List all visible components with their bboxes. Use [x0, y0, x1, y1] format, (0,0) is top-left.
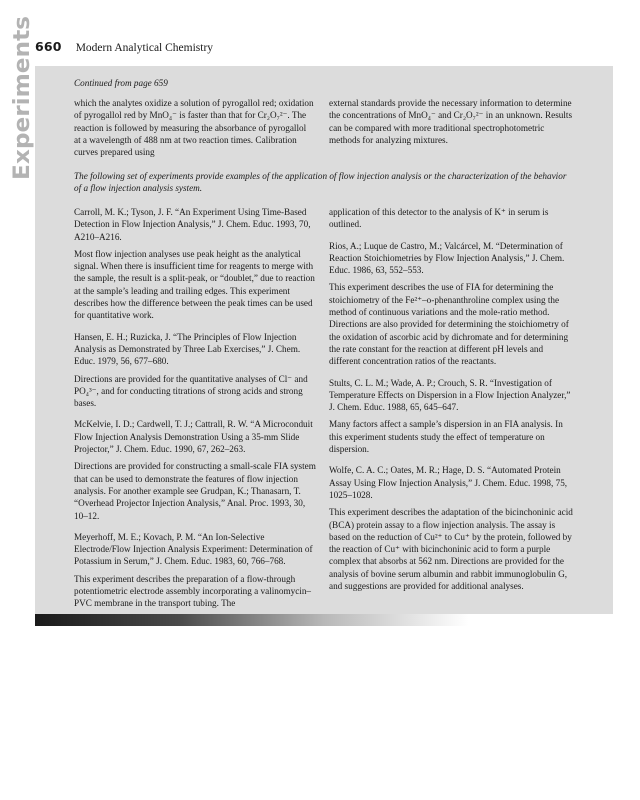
reference-citation: Wolfe, C. A. C.; Oates, M. R.; Hage, D. S. “Automated Protein Assay Using Flow Injection Analysis,” J. Chem. Educ. 1998, 75, 1025–1028. [329, 465, 568, 500]
experiments-side-label [6, 12, 36, 182]
reference-citation: Carroll, M. K.; Tyson, J. F. “An Experiment Using Time-Based Detection in Flow Injection Analysis,” J. Chem. Educ. 1993, 70, A210–A216. [74, 207, 311, 242]
references-right-column [329, 206, 574, 601]
reference-description: Directions are provided for constructing a small-scale FIA system that can be used to demonstrate the features of flow injection analysis. For another example see Grudpan, K.; Thanasarn, T. “Overhead Projector Injection Analysis,” Anal. Proc. 1993, 30, 10–12. [74, 461, 316, 521]
reference-description-continued: application of this detector to the analysis of K⁺ in serum is outlined. [329, 207, 549, 230]
reference-description: This experiment describes the use of FIA for determining the stoichiometry of the Fe²⁺–o-phenanthroline complex using the method of continuous variations and the mole-ratio method. Directions are also provided for determining the stoichiometry of the oxidation of ascorbic acid by dichromate and for determining the rate constant for the reaction at different pH levels and different concentration ratios of the reactants. [329, 282, 569, 367]
reference-description: Directions are provided for the quantitative analyses of Cl⁻ and PO₄³⁻, and for conducting titrations of strong acids and strong bases. [74, 373, 308, 409]
intro-right-text: external standards provide the necessary information to determine the concentrations of MnO₄⁻ and Cr₂O₇²⁻ in an unknown. Results can be compared with more traditional spectrophotometric methods for analyzing mixtures. [329, 98, 573, 145]
reference-description: Many factors affect a sample’s dispersion in an FIA analysis. In this experiment students study the effect of temperature on dispersion. [329, 419, 563, 455]
page-number: 660 [35, 39, 62, 54]
reference-citation: Meyerhoff, M. E.; Kovach, P. M. “An Ion-Selective Electrode/Flow Injection Analysis Experiment: Determination of Potassium in Serum,” J. Chem. Educ. 1983, 60, 766–768. [74, 531, 313, 567]
intro-right-column [329, 97, 574, 146]
reference-description: This experiment describes the adaptation of the bicinchoninic acid (BCA) protein assay to a flow injection analysis. The assay is based on the reduction of Cu²⁺ to Cu⁺ by the protein, followed by the reaction of Cu⁺ with bicinchoninic acid to form a purple complex that absorbs at 562 nm. Directions are provided for the analysis of bovine serum albumin and rabbit immunoglobulin G, and suggestions are provided for additional analyses. [329, 507, 573, 592]
reference-citation: McKelvie, I. D.; Cardwell, T. J.; Cattrall, R. W. “A Microconduit Flow Injection Analysis Demonstration Using a 35-mm Slide Projector,” J. Chem. Educ. 1990, 67, 262–263. [74, 419, 313, 455]
intro-left-column [74, 97, 314, 158]
reference-description: This experiment describes the preparation of a flow-through potentiometric electrode assembly incorporating a valinomycin–PVC membrane in the transport tubing. The [74, 573, 312, 609]
intro-left-text: which the analytes oxidize a solution of pyrogallol red; oxidation of pyrogallol red by MnO₄⁻ is faster than that for Cr₂O₇²⁻. The reaction is followed by measuring the absorbance of pyrogallol at a wavelength of 488 nm at two reaction times. Calibration curves prepared using [74, 98, 314, 158]
page-header [35, 38, 213, 54]
references-left-column [74, 206, 317, 619]
side-label-text: Experiments [10, 24, 35, 180]
continued-note: Continued from page 659 [74, 78, 168, 88]
running-title: Modern Analytical Chemistry [75, 42, 214, 54]
reference-citation: Rios, A.; Luque de Castro, M.; Valcárcel, M. “Determination of Reaction Stoichiometries by Flow Injection Analysis,” J. Chem. Educ. 1986, 63, 552–553. [329, 240, 565, 276]
reference-description: Most flow injection analyses use peak height as the analytical signal. When there is insufficient time for reagents to merge with the sample, the result is a split-peak, or “doublet,” due to reaction at the sample’s leading and trailing edges. This experiment describes how the difference between the peak times can be used for quantitative work. [74, 248, 315, 321]
reference-citation: Hansen, E. H.; Ruzicka, J. “The Principles of Flow Injection Analysis as Demonstrated by Three Lab Exercises,” J. Chem. Educ. 1979, 56, 677–680. [74, 331, 301, 367]
reference-citation: Stults, C. L. M.; Wade, A. P.; Crouch, S. R. “Investigation of Temperature Effects on Dispersion in a Flow Injection Analyzer,” J. Chem. Educ. 1988, 65, 645–647. [329, 377, 571, 413]
experiments-lead-note: The following set of experiments provide examples of the application of flow injection analysis or the characterization of the behavior of a flow injection analysis system. [74, 171, 567, 194]
